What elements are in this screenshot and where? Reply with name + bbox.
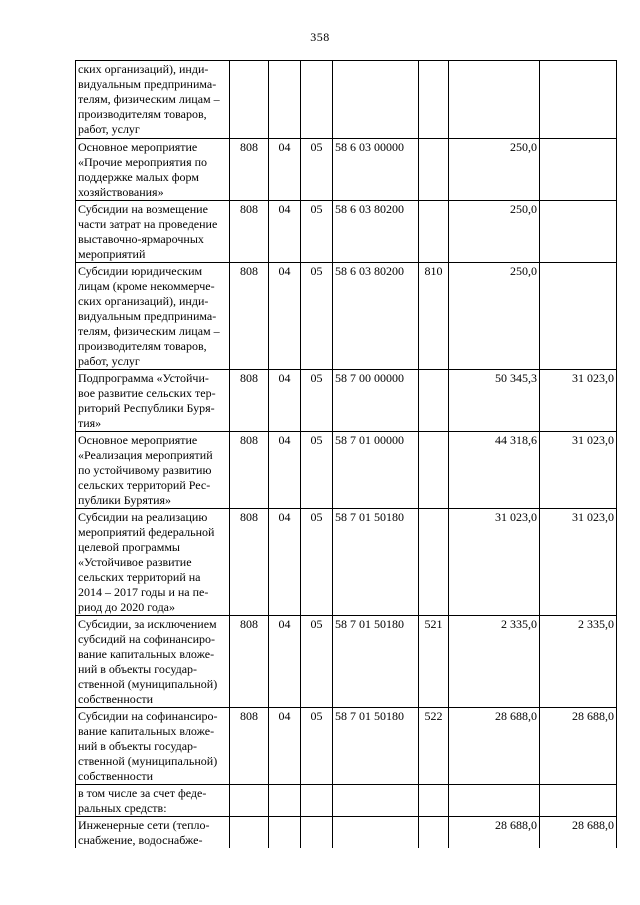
cell-text: 05 [310,617,323,631]
cell-text: 05 [310,140,323,154]
cell-text: Подпрограмма «Устойчи- вое развитие сельских тер- риторий Республики Буря- тия» [78,371,216,430]
row-name-cell [76,616,230,708]
cell-text: 04 [278,371,291,385]
ministry-code-cell [230,708,269,785]
table-row [76,263,617,370]
subsection-code-cell [301,616,333,708]
ministry-code-cell [230,616,269,708]
cell-text: 808 [240,510,258,524]
table-row [76,432,617,509]
section-code-cell [269,263,301,370]
row-name-cell [76,708,230,785]
amount-total-cell [449,509,540,616]
cell-text: 31 023,0 [572,371,614,385]
cell-text: Инженерные сети (тепло- снабжение, водоснабже- [78,818,210,847]
row-name-cell [76,370,230,432]
ministry-code-cell [230,370,269,432]
ministry-code-cell [230,139,269,201]
cell-text: 521 [424,617,443,631]
ministry-code-cell [230,432,269,509]
cell-text: 28 688,0 [572,709,614,723]
amount-federal-cell [540,61,617,139]
cell-text: 28 688,0 [572,818,614,832]
row-name-cell [76,263,230,370]
amount-total-cell [449,817,540,849]
cell-text: Основное мероприятие «Прочие мероприятия по поддержке малых форм хозяйствования» [78,140,208,199]
section-code-cell [269,708,301,785]
expense-type-cell [419,616,449,708]
amount-total-cell [449,263,540,370]
cell-text: 44 318,6 [495,433,537,447]
ministry-code-cell [230,263,269,370]
cell-text: 808 [240,617,258,631]
subsection-code-cell [301,785,333,817]
section-code-cell [269,817,301,849]
table-row [76,201,617,263]
cell-text: 58 6 03 00000 [335,140,404,154]
row-name-cell [76,139,230,201]
row-name-cell [76,509,230,616]
section-code-cell [269,616,301,708]
amount-total-cell [449,370,540,432]
cell-text: Субсидии на реализацию мероприятий федеральной целевой программы «Устойчивое развитие сельских территорий на 2014 – 2017 годы и на пе- риод до 2020 года» [78,510,215,614]
cell-text: Субсидии юридическим лицам (кроме некоммерче- ских организаций), инди- видуальным предпринима- телям, физическим лицам – производителям товаров, работ, услуг [78,264,220,368]
cell-text: 58 7 01 50180 [335,709,404,723]
table-row [76,509,617,616]
section-code-cell [269,201,301,263]
cell-text: 28 688,0 [495,709,537,723]
cell-text: 58 7 01 00000 [335,433,404,447]
expense-type-cell [419,509,449,616]
cell-text: Субсидии, за исключением субсидий на софинансиро- вание капитальных вложе- ний в объекты государ- ственной (муниципальной) собственности [78,617,218,706]
cell-text: 04 [278,140,291,154]
cell-text: 250,0 [510,202,537,216]
row-name-cell [76,201,230,263]
expense-type-cell [419,61,449,139]
row-name-cell [76,817,230,849]
cell-text: 04 [278,202,291,216]
cell-text: 58 6 03 80200 [335,202,404,216]
cell-text: 2 335,0 [578,617,614,631]
subsection-code-cell [301,139,333,201]
table-row [76,61,617,139]
section-code-cell [269,509,301,616]
row-name-cell [76,785,230,817]
target-article-cell [333,785,419,817]
cell-text: 04 [278,709,291,723]
cell-text: 250,0 [510,140,537,154]
amount-federal-cell [540,616,617,708]
cell-text: 58 7 01 50180 [335,617,404,631]
cell-text: 58 7 00 00000 [335,371,404,385]
row-name-cell [76,432,230,509]
cell-text: 250,0 [510,264,537,278]
expense-type-cell [419,139,449,201]
amount-total-cell [449,708,540,785]
row-name-cell [76,61,230,139]
table-row [76,708,617,785]
amount-federal-cell [540,708,617,785]
cell-text: 04 [278,510,291,524]
amount-total-cell [449,785,540,817]
budget-table-body [76,61,617,849]
cell-text: 808 [240,202,258,216]
amount-federal-cell [540,817,617,849]
subsection-code-cell [301,432,333,509]
cell-text: 2 335,0 [501,617,537,631]
target-article-cell [333,61,419,139]
cell-text: 808 [240,264,258,278]
target-article-cell [333,817,419,849]
section-code-cell [269,785,301,817]
subsection-code-cell [301,708,333,785]
cell-text: 05 [310,371,323,385]
cell-text: 31 023,0 [495,510,537,524]
subsection-code-cell [301,201,333,263]
cell-text: в том числе за счет феде- ральных средств: [78,786,207,815]
cell-text: Субсидии на возмещение части затрат на проведение выставочно-ярмарочных мероприятий [78,202,218,261]
cell-text: 58 7 01 50180 [335,510,404,524]
amount-total-cell [449,616,540,708]
cell-text: 50 345,3 [495,371,537,385]
amount-federal-cell [540,139,617,201]
amount-total-cell [449,432,540,509]
subsection-code-cell [301,370,333,432]
cell-text: 810 [424,264,443,278]
cell-text: 808 [240,140,258,154]
cell-text: 05 [310,264,323,278]
amount-total-cell [449,201,540,263]
cell-text: 04 [278,617,291,631]
expense-type-cell [419,817,449,849]
expense-type-cell [419,708,449,785]
cell-text: 31 023,0 [572,510,614,524]
table-row [76,785,617,817]
cell-text: 31 023,0 [572,433,614,447]
cell-text: ских организаций), инди- видуальным предпринима- телям, физическим лицам – производителям товаров, работ, услуг [78,62,220,136]
expense-type-cell [419,201,449,263]
cell-text: 808 [240,433,258,447]
cell-text: 05 [310,433,323,447]
cell-text: 808 [240,371,258,385]
table-row [76,616,617,708]
table-row [76,139,617,201]
ministry-code-cell [230,817,269,849]
amount-total-cell [449,61,540,139]
budget-table [75,60,617,848]
cell-text: 58 6 03 80200 [335,264,404,278]
amount-federal-cell [540,201,617,263]
target-article-cell [333,432,419,509]
amount-federal-cell [540,432,617,509]
cell-text: 05 [310,510,323,524]
expense-type-cell [419,370,449,432]
expense-type-cell [419,263,449,370]
amount-federal-cell [540,509,617,616]
section-code-cell [269,432,301,509]
target-article-cell [333,139,419,201]
amount-federal-cell [540,263,617,370]
section-code-cell [269,61,301,139]
target-article-cell [333,263,419,370]
ministry-code-cell [230,785,269,817]
cell-text: 522 [424,709,443,723]
expense-type-cell [419,785,449,817]
cell-text: 05 [310,202,323,216]
ministry-code-cell [230,509,269,616]
subsection-code-cell [301,61,333,139]
target-article-cell [333,616,419,708]
cell-text: 28 688,0 [495,818,537,832]
target-article-cell [333,370,419,432]
cell-text: Субсидии на софинансиро- вание капитальных вложе- ний в объекты государ- ственной (муниципальной) собственности [78,709,218,783]
table-row [76,370,617,432]
target-article-cell [333,509,419,616]
expense-type-cell [419,432,449,509]
cell-text: 04 [278,264,291,278]
ministry-code-cell [230,201,269,263]
cell-text: 04 [278,433,291,447]
section-code-cell [269,139,301,201]
page-number: 358 [310,30,330,44]
cell-text: 05 [310,709,323,723]
cell-text: 808 [240,709,258,723]
cell-text: Основное мероприятие «Реализация мероприятий по устойчивому развитию сельских территорий Рес- публики Бурятия» [78,433,213,507]
target-article-cell [333,708,419,785]
subsection-code-cell [301,817,333,849]
amount-federal-cell [540,785,617,817]
table-row [76,817,617,849]
ministry-code-cell [230,61,269,139]
target-article-cell [333,201,419,263]
subsection-code-cell [301,263,333,370]
amount-federal-cell [540,370,617,432]
subsection-code-cell [301,509,333,616]
amount-total-cell [449,139,540,201]
section-code-cell [269,370,301,432]
